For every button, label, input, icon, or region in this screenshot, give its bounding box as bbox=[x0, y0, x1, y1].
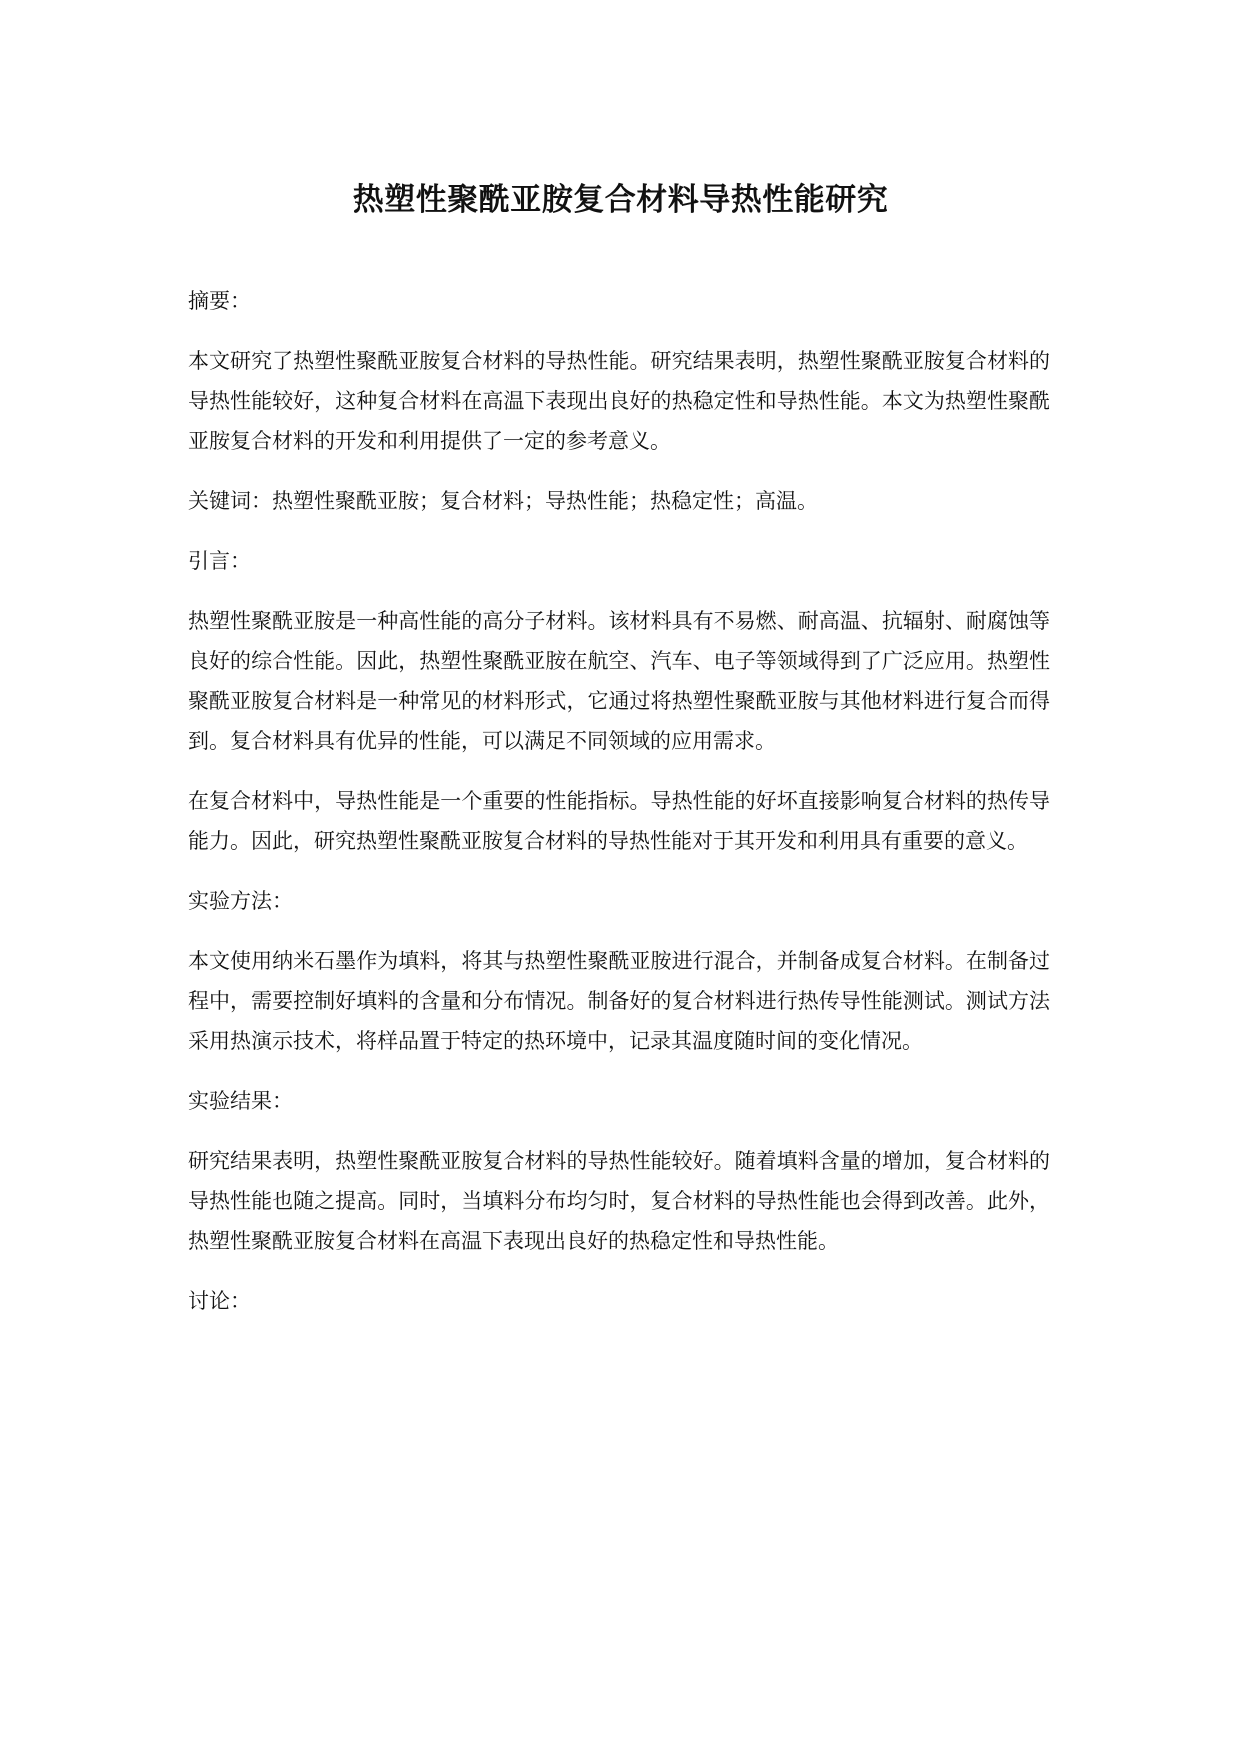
abstract-paragraph: 本文研究了热塑性聚酰亚胺复合材料的导热性能。研究结果表明，热塑性聚酰亚胺复合材料的导热性能较好，这种复合材料在高温下表现出良好的热稳定性和导热性能。本文为热塑性聚酰亚胺复合材料的开发和利用提供了一定的参考意义。 bbox=[188, 349, 1050, 453]
discussion-heading: 讨论： bbox=[188, 1289, 251, 1313]
document-title: 热塑性聚酰亚胺复合材料导热性能研究 bbox=[352, 182, 889, 218]
method-paragraph: 本文使用纳米石墨作为填料，将其与热塑性聚酰亚胺进行混合，并制备成复合材料。在制备过程中，需要控制好填料的含量和分布情况。制备好的复合材料进行热传导性能测试。测试方法采用热演示技术，将样品置于特定的热环境中，记录其温度随时间的变化情况。 bbox=[188, 949, 1050, 1053]
introduction-paragraph-2: 在复合材料中，导热性能是一个重要的性能指标。导热性能的好坏直接影响复合材料的热传导能力。因此，研究热塑性聚酰亚胺复合材料的导热性能对于其开发和利用具有重要的意义。 bbox=[188, 789, 1050, 853]
abstract-heading: 摘要： bbox=[188, 289, 251, 313]
introduction-paragraph-1: 热塑性聚酰亚胺是一种高性能的高分子材料。该材料具有不易燃、耐高温、抗辐射、耐腐蚀等良好的综合性能。因此，热塑性聚酰亚胺在航空、汽车、电子等领域得到了广泛应用。热塑性聚酰亚胺复合材料是一种常见的材料形式，它通过将热塑性聚酰亚胺与其他材料进行复合而得到。复合材料具有优异的性能，可以满足不同领域的应用需求。 bbox=[188, 609, 1050, 753]
document-body bbox=[188, 281, 1050, 1341]
results-heading: 实验结果： bbox=[188, 1089, 293, 1113]
introduction-heading: 引言： bbox=[188, 549, 251, 573]
results-paragraph: 研究结果表明，热塑性聚酰亚胺复合材料的导热性能较好。随着填料含量的增加，复合材料的导热性能也随之提高。同时，当填料分布均匀时，复合材料的导热性能也会得到改善。此外，热塑性聚酰亚胺复合材料在高温下表现出良好的热稳定性和导热性能。 bbox=[188, 1149, 1050, 1253]
method-heading: 实验方法： bbox=[188, 889, 293, 913]
keywords-line: 关键词：热塑性聚酰亚胺；复合材料；导热性能；热稳定性；高温。 bbox=[188, 489, 818, 513]
